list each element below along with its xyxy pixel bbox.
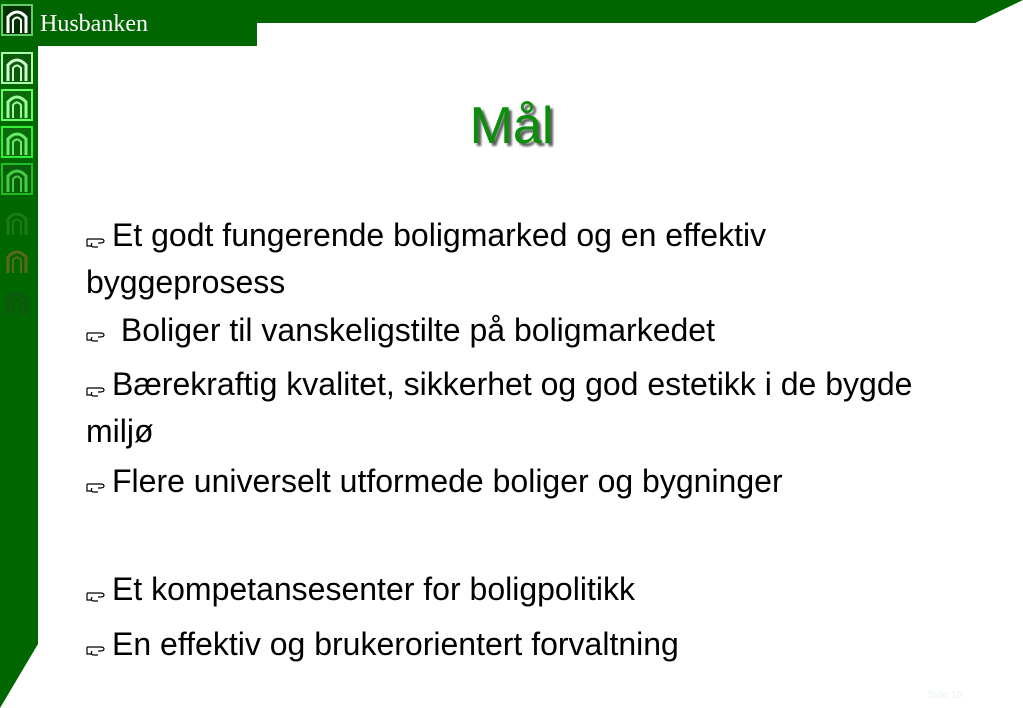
list-item-text: Flere universelt utformede boliger og bygninger	[112, 462, 783, 499]
list-item	[86, 308, 946, 355]
pointing-hand-icon	[86, 216, 112, 260]
page-number: Side 10	[928, 690, 962, 701]
list-item	[86, 622, 946, 669]
pointing-hand-icon	[86, 624, 112, 668]
pointing-hand-icon	[86, 310, 112, 354]
list-item	[86, 362, 946, 453]
husbanken-logo-icon	[0, 3, 36, 37]
side-bottom-decoration	[0, 644, 38, 708]
list-item-text: Et kompetansesenter for boligpolitikk	[112, 571, 635, 608]
logo-stripe-icon-7	[0, 285, 36, 319]
logo-stripe-icon-6	[0, 243, 36, 277]
pointing-hand-icon	[86, 461, 112, 505]
brand-name: Husbanken	[40, 11, 148, 37]
list-item-text: Boliger til vanskeligstilte på boligmarkedet	[112, 311, 715, 348]
logo-stripe-icon-4	[0, 162, 36, 196]
brand-header	[0, 0, 257, 46]
list-item	[86, 213, 946, 304]
logo-stripe-icon-1	[0, 51, 36, 85]
logo-stripe-icon-5	[0, 205, 36, 239]
goal-list	[86, 213, 946, 668]
list-item	[86, 459, 946, 506]
list-item-text: Et godt fungerende boligmarked og en effektiv byggeprosess	[86, 217, 767, 300]
list-item	[86, 567, 946, 614]
slide-title: Mål	[469, 97, 554, 155]
pointing-hand-icon	[86, 365, 112, 409]
top-right-corner-decoration	[975, 0, 1023, 23]
list-item-text: En effektiv og brukerorientert forvaltning	[112, 625, 679, 662]
pointing-hand-icon	[86, 570, 112, 614]
list-item-text: Bærekraftig kvalitet, sikkerhet og god estetikk i de bygde miljø	[86, 366, 913, 449]
